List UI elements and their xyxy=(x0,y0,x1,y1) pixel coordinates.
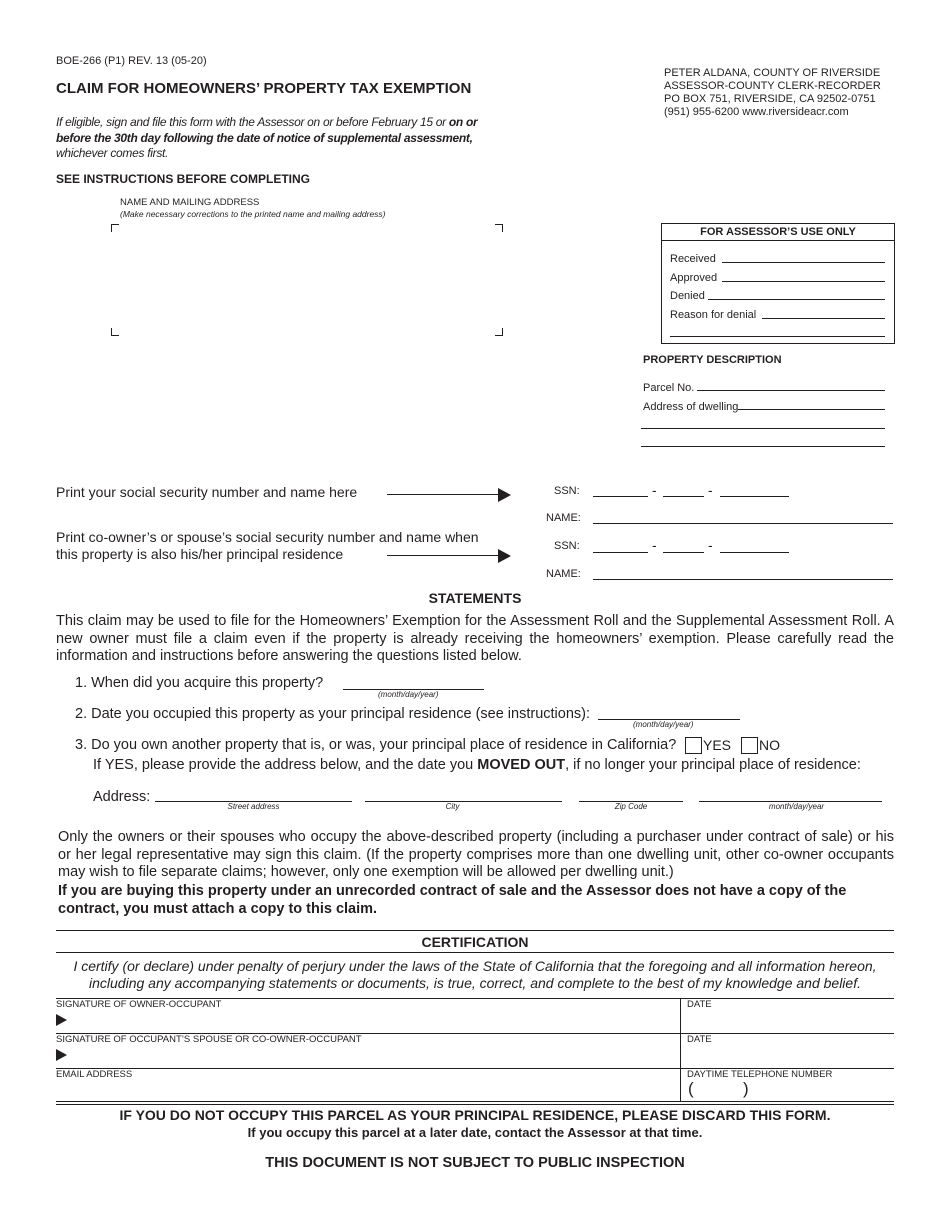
later-date-notice: If you occupy this parcel at a later date, contact the Assessor at that time. xyxy=(247,1125,703,1140)
no-checkbox[interactable] xyxy=(741,737,758,754)
email-field[interactable] xyxy=(56,1080,676,1100)
phone-field[interactable] xyxy=(700,1080,890,1100)
owner-ssn-part3[interactable] xyxy=(720,496,789,497)
sig-owner-label: SIGNATURE OF OWNER-OCCUPANT xyxy=(56,999,222,1010)
not-public-notice: THIS DOCUMENT IS NOT SUBJECT TO PUBLIC INSPECTION xyxy=(265,1155,685,1171)
date-label: DATE xyxy=(687,1034,712,1045)
phone-paren-open: ( xyxy=(688,1079,694,1098)
divider xyxy=(56,1101,894,1102)
mdy-hint: month/day/year xyxy=(768,802,825,811)
certification-title: CERTIFICATION xyxy=(421,934,529,950)
spouse-date-field[interactable] xyxy=(687,1045,892,1067)
property-title: PROPERTY DESCRIPTION xyxy=(643,354,782,366)
mailing-address-area[interactable] xyxy=(112,225,502,335)
denied-field[interactable] xyxy=(708,299,885,300)
divider xyxy=(680,998,681,1102)
date-hint: (month/day/year) xyxy=(378,690,439,699)
question-1: 1. When did you acquire this property? xyxy=(75,675,324,691)
phone-paren-close: ) xyxy=(743,1079,749,1098)
ssn-dash: - xyxy=(652,482,657,498)
name-label: NAME: xyxy=(546,512,581,524)
assessor-line4: (951) 955-6200 www.riversideacr.com xyxy=(664,106,849,118)
intro-part3: whichever comes first. xyxy=(56,146,169,160)
sig-owner-field[interactable] xyxy=(70,1010,675,1032)
certification-text: I certify (or declare) under penalty of perjury under the laws of the State of California that the foregoing and all information hereon, including any accompanying statements or documents, is true, correct, and complete to the best of my knowledge and belief. xyxy=(73,958,877,991)
coowner-ssn-part1[interactable] xyxy=(593,552,648,553)
arrow-line xyxy=(387,555,499,556)
arrow-right-icon xyxy=(498,488,511,502)
question-3-followup xyxy=(93,757,861,773)
email-label: EMAIL ADDRESS xyxy=(56,1069,133,1080)
coowner-ssn-part3[interactable] xyxy=(720,552,789,553)
assessor-line3: PO BOX 751, RIVERSIDE, CA 92502-0751 xyxy=(664,93,876,105)
form-title: CLAIM FOR HOMEOWNERS’ PROPERTY TAX EXEMPTION xyxy=(56,80,472,97)
coowner-ssn-prompt xyxy=(56,529,479,562)
assessor-line2: ASSESSOR-COUNTY CLERK-RECORDER xyxy=(664,80,881,92)
see-instructions: SEE INSTRUCTIONS BEFORE COMPLETING xyxy=(56,172,311,186)
arrow-right-icon xyxy=(56,1049,67,1061)
discard-notice: IF YOU DO NOT OCCUPY THIS PARCEL AS YOUR PRINCIPAL RESIDENCE, PLEASE DISCARD THIS FORM. xyxy=(119,1107,831,1123)
question-3: 3. Do you own another property that is, or was, your principal place of residence in California? xyxy=(75,737,677,753)
coowner-prompt-line2: this property is also his/her principal residence xyxy=(56,545,344,562)
received-field[interactable] xyxy=(722,262,885,263)
reason-field-2[interactable] xyxy=(670,336,885,337)
coowner-prompt-line1: Print co-owner’s or spouse’s social security number and name when xyxy=(56,529,479,545)
moved-out-text: MOVED OUT xyxy=(477,757,566,773)
ssn-dash: - xyxy=(708,537,713,553)
reason-field[interactable] xyxy=(762,318,885,319)
owner-name-field[interactable] xyxy=(593,523,893,524)
yes-label: YES xyxy=(703,737,732,753)
assessor-use-title: FOR ASSESSOR’S USE ONLY xyxy=(700,226,856,238)
arrow-right-icon xyxy=(498,549,511,563)
phone-label: DAYTIME TELEPHONE NUMBER xyxy=(687,1069,833,1080)
followup-text-a: If YES, please provide the address below, and the date you xyxy=(93,757,474,773)
statements-intro: This claim may be used to file for the Homeowners’ Exemption for the Assessment Roll and the Supplemental Assessment Roll. A new owner must file a claim even if the property is already receiving the homeowners’ exemption. Please carefully read the information and instructions before answering the questions listed below. xyxy=(56,613,894,664)
sig-spouse-field[interactable] xyxy=(70,1045,675,1067)
divider xyxy=(56,952,894,953)
received-label: Received xyxy=(670,253,716,265)
zip-hint: Zip Code xyxy=(614,802,648,811)
owners-paragraph: Only the owners or their spouses who occupy the above-described property (including a purchaser under contract of sale) or his or her legal representative may sign this claim. (If the property comprises more than one dwelling unit, other co-owner occupants may wish to file separate claims; however, only one exemption will be allowed per dwelling unit.) xyxy=(58,829,894,880)
ssn-label: SSN: xyxy=(554,540,580,552)
dwelling-address-field-2[interactable] xyxy=(641,428,885,429)
form-id: BOE-266 (P1) REV. 13 (05-20) xyxy=(56,55,207,67)
filing-intro xyxy=(56,115,496,162)
divider xyxy=(56,1104,894,1105)
address-label: Address: xyxy=(93,789,151,805)
approved-label: Approved xyxy=(670,272,718,284)
date-label: DATE xyxy=(687,999,712,1010)
owner-ssn-prompt: Print your social security number and name here xyxy=(56,484,358,500)
statements-title: STATEMENTS xyxy=(428,590,522,606)
mailing-label: NAME AND MAILING ADDRESS xyxy=(120,197,260,208)
intro-part2: on or before the 30th day following the date of notice of supplemental assessment, xyxy=(56,115,478,145)
street-hint: Street address xyxy=(227,802,280,811)
date-hint: (month/day/year) xyxy=(633,720,694,729)
dwelling-address-field[interactable] xyxy=(738,409,885,410)
coowner-ssn-part2[interactable] xyxy=(663,552,704,553)
dwelling-address-field-3[interactable] xyxy=(641,446,885,447)
question-2: 2. Date you occupied this property as your principal residence (see instructions): xyxy=(75,706,591,722)
no-label: NO xyxy=(759,737,780,753)
ssn-dash: - xyxy=(708,482,713,498)
parcel-field[interactable] xyxy=(697,390,885,391)
assessor-line1: PETER ALDANA, COUNTY OF RIVERSIDE xyxy=(664,67,881,79)
owner-ssn-part1[interactable] xyxy=(593,496,648,497)
ssn-label: SSN: xyxy=(554,485,580,497)
assessor-address xyxy=(664,67,881,119)
yes-checkbox[interactable] xyxy=(685,737,702,754)
intro-part1: If eligible, sign and file this form with the Assessor on or before February 15 or xyxy=(56,115,446,129)
approved-field[interactable] xyxy=(722,281,885,282)
ssn-dash: - xyxy=(652,537,657,553)
owner-date-field[interactable] xyxy=(687,1010,892,1032)
coowner-name-field[interactable] xyxy=(593,579,893,580)
owner-ssn-part2[interactable] xyxy=(663,496,704,497)
dwelling-address-label: Address of dwelling xyxy=(643,401,739,413)
city-hint: City xyxy=(445,802,460,811)
followup-text-c: , if no longer your principal place of residence: xyxy=(565,757,861,773)
arrow-right-icon xyxy=(56,1014,67,1026)
parcel-label: Parcel No. xyxy=(643,382,695,394)
reason-label: Reason for denial xyxy=(670,309,757,321)
sig-spouse-label: SIGNATURE OF OCCUPANT’S SPOUSE OR CO-OWNER-OCCUPANT xyxy=(56,1034,362,1045)
name-label: NAME: xyxy=(546,568,581,580)
mailing-note: (Make necessary corrections to the printed name and mailing address) xyxy=(120,209,386,219)
unrecorded-contract-notice: If you are buying this property under an unrecorded contract of sale and the Assessor does not have a copy of the contract, you must attach a copy to this claim. xyxy=(58,883,847,917)
denied-label: Denied xyxy=(670,290,705,302)
divider xyxy=(56,930,894,931)
arrow-line xyxy=(387,494,499,495)
